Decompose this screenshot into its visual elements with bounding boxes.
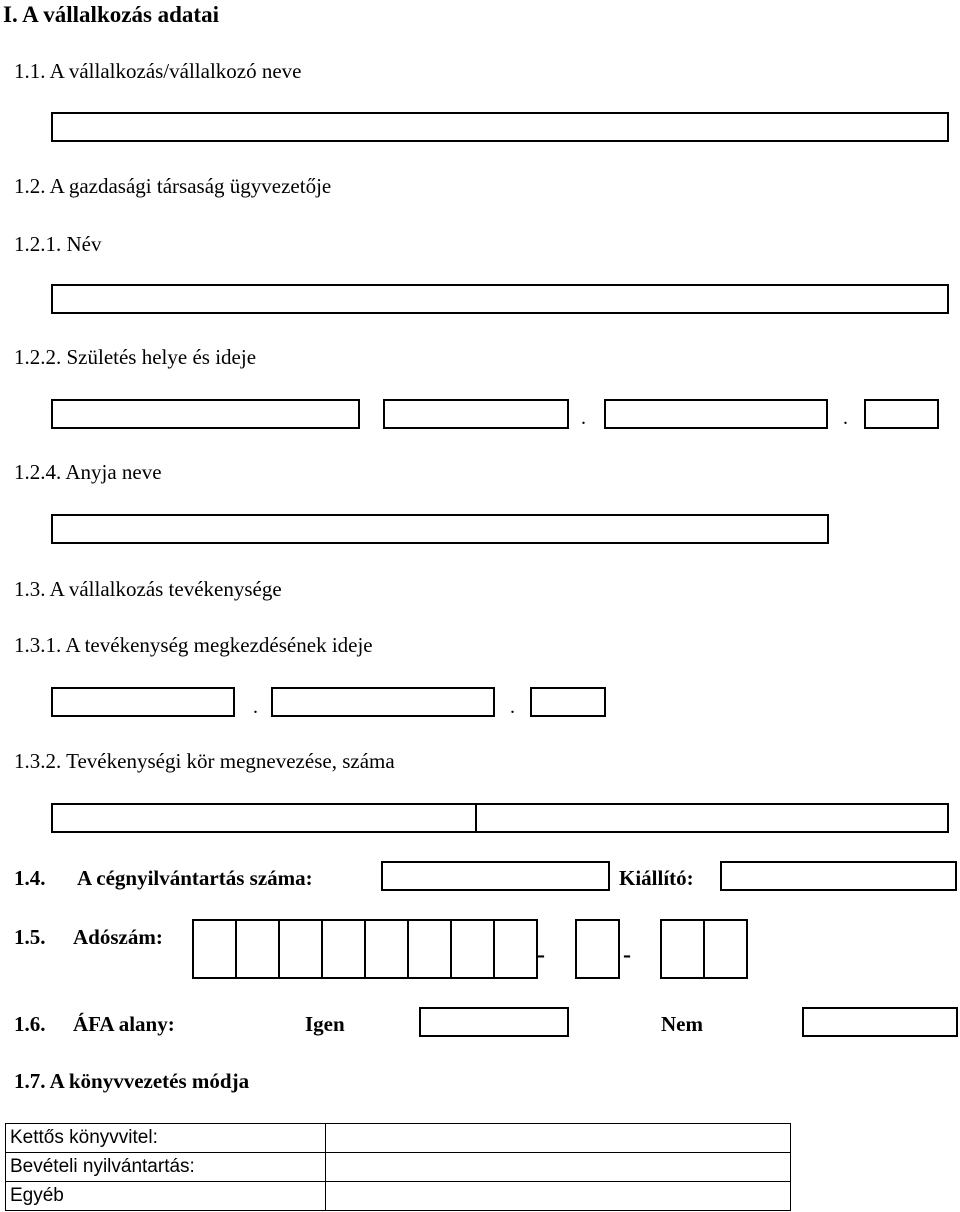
vat-yes-box[interactable] (419, 1007, 569, 1037)
label-manager: 1.2. A gazdasági társaság ügyvezetője (14, 174, 332, 198)
tax-digit-box[interactable] (321, 919, 366, 979)
tax-digit-box[interactable] (364, 919, 409, 979)
label-mother-name: 1.2.4. Anyja neve (14, 460, 162, 484)
bookkeeping-value[interactable] (325, 1124, 790, 1153)
birth-day-field[interactable] (864, 399, 939, 429)
label-vat-no: Nem (661, 1012, 703, 1036)
tax-digit-box[interactable] (703, 919, 748, 979)
bookkeeping-label: Kettős könyvvitel: (6, 1124, 326, 1153)
date-separator-dot: . (843, 407, 848, 429)
registry-number-input[interactable] (383, 863, 608, 889)
tax-digit-box[interactable] (493, 919, 538, 979)
date-separator-dot: . (510, 696, 515, 718)
label-tax-number: Adószám: (73, 925, 163, 949)
activity-start-year-input[interactable] (53, 689, 233, 715)
company-name-input[interactable] (53, 114, 947, 140)
vat-no-box[interactable] (802, 1007, 958, 1037)
label-activity-start: 1.3.1. A tevékenység megkezdésének ideje (14, 633, 373, 657)
label-vat-yes: Igen (305, 1012, 345, 1036)
birth-month-field[interactable] (604, 399, 828, 429)
table-row (6, 1124, 791, 1153)
activity-start-day-field[interactable] (530, 687, 606, 717)
manager-name-input[interactable] (53, 286, 947, 312)
birth-month-input[interactable] (606, 401, 826, 427)
birth-year-input[interactable] (385, 401, 567, 427)
section-title: I. A vállalkozás adatai (3, 2, 219, 27)
activity-scope-name-field[interactable] (51, 803, 477, 833)
table-row (6, 1153, 791, 1182)
tax-digit-box[interactable] (278, 919, 323, 979)
label-1-6-number: 1.6. (14, 1012, 46, 1036)
tax-digit-box[interactable] (575, 919, 620, 979)
tax-digit-box[interactable] (660, 919, 705, 979)
tax-digit-box[interactable] (450, 919, 495, 979)
company-name-field[interactable] (51, 112, 949, 142)
activity-start-year-field[interactable] (51, 687, 235, 717)
label-bookkeeping: 1.7. A könyvvezetés módja (14, 1069, 250, 1093)
issuer-input[interactable] (722, 863, 955, 889)
birth-day-input[interactable] (866, 401, 937, 427)
label-company-name: 1.1. A vállalkozás/vállalkozó neve (14, 59, 302, 83)
tax-separator-dash: - (623, 942, 631, 968)
date-separator-dot: . (581, 407, 586, 429)
activity-start-day-input[interactable] (532, 689, 604, 715)
label-vat-subject: ÁFA alany: (73, 1012, 175, 1036)
activity-scope-number-field[interactable] (475, 803, 949, 833)
birth-place-field[interactable] (51, 399, 360, 429)
issuer-field[interactable] (720, 861, 957, 891)
birth-year-field[interactable] (383, 399, 569, 429)
table-row (6, 1182, 791, 1211)
activity-scope-name-input[interactable] (53, 805, 475, 831)
label-manager-name: 1.2.1. Név (14, 232, 102, 256)
bookkeeping-value[interactable] (325, 1182, 790, 1211)
tax-separator-dash: - (537, 942, 545, 968)
manager-name-field[interactable] (51, 284, 949, 314)
label-birth-place-date: 1.2.2. Születés helye és ideje (14, 345, 257, 369)
label-1-5-number: 1.5. (14, 925, 46, 949)
registry-number-field[interactable] (381, 861, 610, 891)
bookkeeping-label: Bevételi nyilvántartás: (6, 1153, 326, 1182)
label-issuer: Kiállító: (619, 866, 694, 890)
label-activity-scope: 1.3.2. Tevékenységi kör megnevezése, száma (14, 749, 395, 773)
mother-name-input[interactable] (53, 516, 827, 542)
tax-digit-box[interactable] (192, 919, 237, 979)
label-registry-number: A cégnyilvántartás száma: (77, 866, 313, 890)
tax-digit-box[interactable] (407, 919, 452, 979)
bookkeeping-table (5, 1123, 791, 1211)
bookkeeping-value[interactable] (325, 1153, 790, 1182)
activity-scope-number-input[interactable] (477, 805, 947, 831)
activity-start-month-input[interactable] (273, 689, 493, 715)
tax-digit-box[interactable] (235, 919, 280, 979)
date-separator-dot: . (253, 696, 258, 718)
birth-place-input[interactable] (53, 401, 358, 427)
label-1-4-number: 1.4. (14, 866, 46, 890)
bookkeeping-label: Egyéb (6, 1182, 326, 1211)
mother-name-field[interactable] (51, 514, 829, 544)
label-activity: 1.3. A vállalkozás tevékenysége (14, 577, 282, 601)
activity-start-month-field[interactable] (271, 687, 495, 717)
